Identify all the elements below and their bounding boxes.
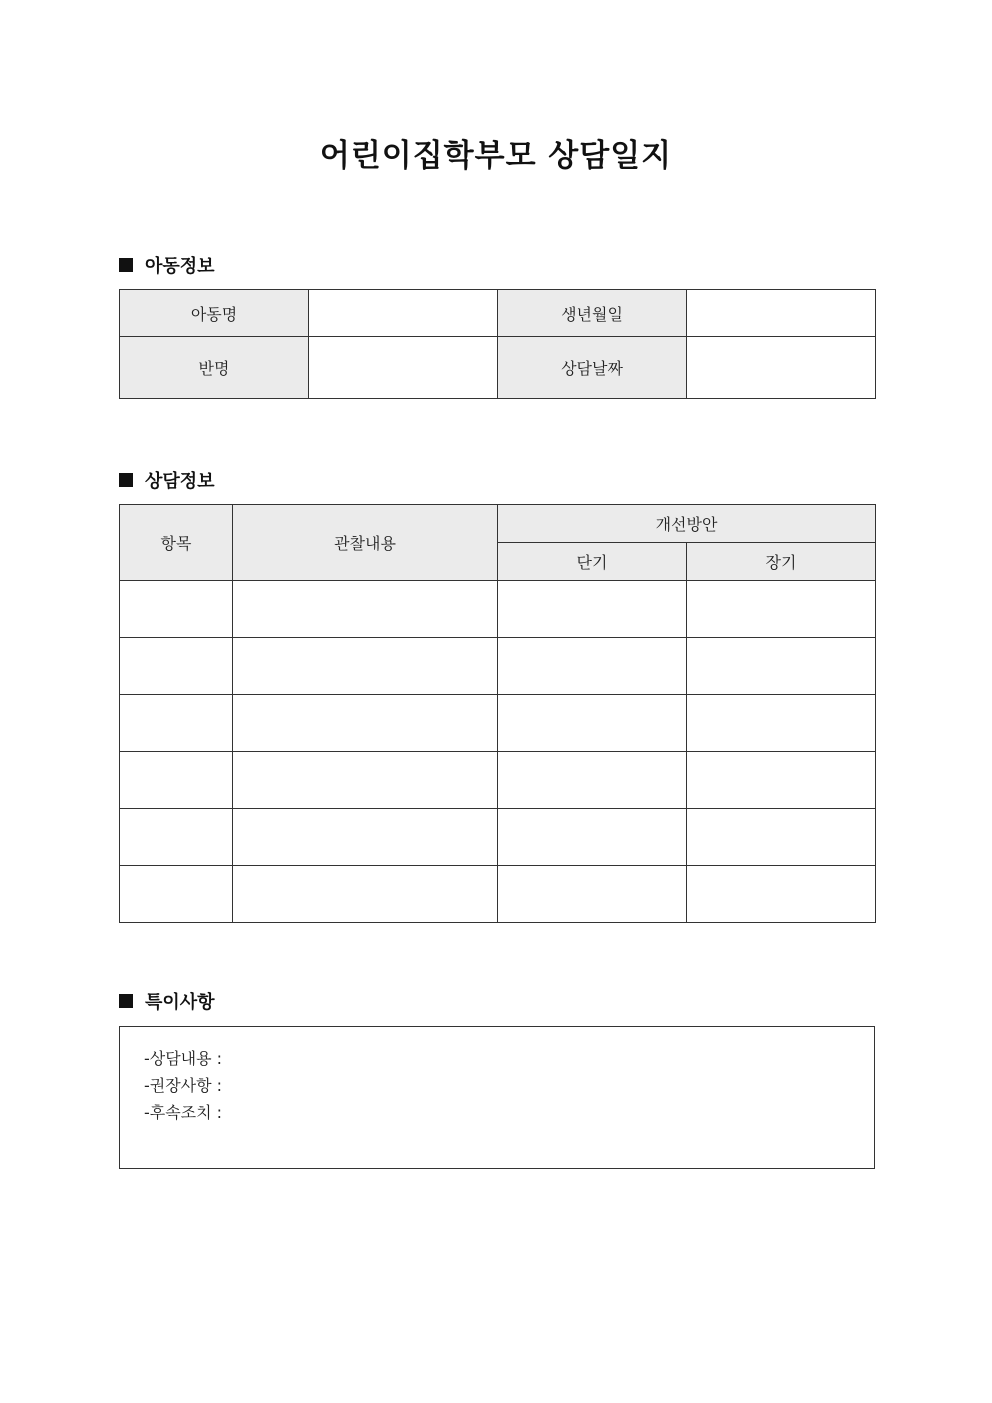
long-term-header: 장기: [687, 543, 876, 581]
consult-info-table: [119, 504, 876, 923]
observation-cell[interactable]: [233, 638, 498, 695]
child-info-heading: [119, 253, 215, 277]
item-cell[interactable]: [120, 581, 233, 638]
long-term-cell[interactable]: [687, 638, 876, 695]
square-bullet-icon: [119, 473, 133, 487]
long-term-cell[interactable]: [687, 809, 876, 866]
item-cell[interactable]: [120, 866, 233, 923]
square-bullet-icon: [119, 258, 133, 272]
square-bullet-icon: [119, 994, 133, 1008]
short-term-cell[interactable]: [498, 866, 687, 923]
child-name-label: 아동명: [120, 290, 309, 337]
consult-info-heading-label: 상담정보: [145, 471, 215, 492]
improvement-plan-header: 개선방안: [498, 505, 876, 543]
item-column-header: 항목: [120, 505, 233, 581]
short-term-cell[interactable]: [498, 638, 687, 695]
short-term-cell[interactable]: [498, 809, 687, 866]
page-title: 어린이집학부모 상담일지: [319, 138, 673, 174]
child-info-row: [120, 337, 876, 399]
observation-cell[interactable]: [233, 809, 498, 866]
short-term-cell[interactable]: [498, 581, 687, 638]
observation-cell[interactable]: [233, 752, 498, 809]
consult-date-label: 상담날짜: [498, 337, 687, 399]
short-term-header: 단기: [498, 543, 687, 581]
child-info-row: [120, 290, 876, 337]
observation-cell[interactable]: [233, 866, 498, 923]
remarks-box[interactable]: [119, 1026, 875, 1169]
remarks-lines: [144, 1045, 222, 1126]
remarks-heading-label: 특이사항: [145, 992, 215, 1013]
item-cell[interactable]: [120, 752, 233, 809]
consult-header-row: [120, 505, 876, 543]
recommendation-line: -권장사항 :: [144, 1076, 223, 1095]
long-term-cell[interactable]: [687, 752, 876, 809]
consult-date-field[interactable]: [687, 337, 876, 399]
class-name-label: 반명: [120, 337, 309, 399]
class-name-field[interactable]: [309, 337, 498, 399]
long-term-cell[interactable]: [687, 581, 876, 638]
remarks-heading: [119, 989, 215, 1013]
observation-cell[interactable]: [233, 581, 498, 638]
child-name-field[interactable]: [309, 290, 498, 337]
item-cell[interactable]: [120, 695, 233, 752]
observation-cell[interactable]: [233, 695, 498, 752]
follow-up-line: -후속조치 :: [144, 1103, 223, 1122]
long-term-cell[interactable]: [687, 866, 876, 923]
birthdate-label: 생년월일: [498, 290, 687, 337]
table-row: [120, 695, 876, 752]
table-row: [120, 809, 876, 866]
item-cell[interactable]: [120, 638, 233, 695]
short-term-cell[interactable]: [498, 695, 687, 752]
long-term-cell[interactable]: [687, 695, 876, 752]
table-row: [120, 752, 876, 809]
table-row: [120, 581, 876, 638]
birthdate-field[interactable]: [687, 290, 876, 337]
item-cell[interactable]: [120, 809, 233, 866]
short-term-cell[interactable]: [498, 752, 687, 809]
table-row: [120, 866, 876, 923]
consult-info-heading: [119, 468, 215, 492]
table-row: [120, 638, 876, 695]
consult-content-line: -상담내용 :: [144, 1049, 223, 1068]
observation-column-header: 관찰내용: [233, 505, 498, 581]
child-info-heading-label: 아동정보: [145, 256, 215, 277]
child-info-table: [119, 289, 876, 399]
